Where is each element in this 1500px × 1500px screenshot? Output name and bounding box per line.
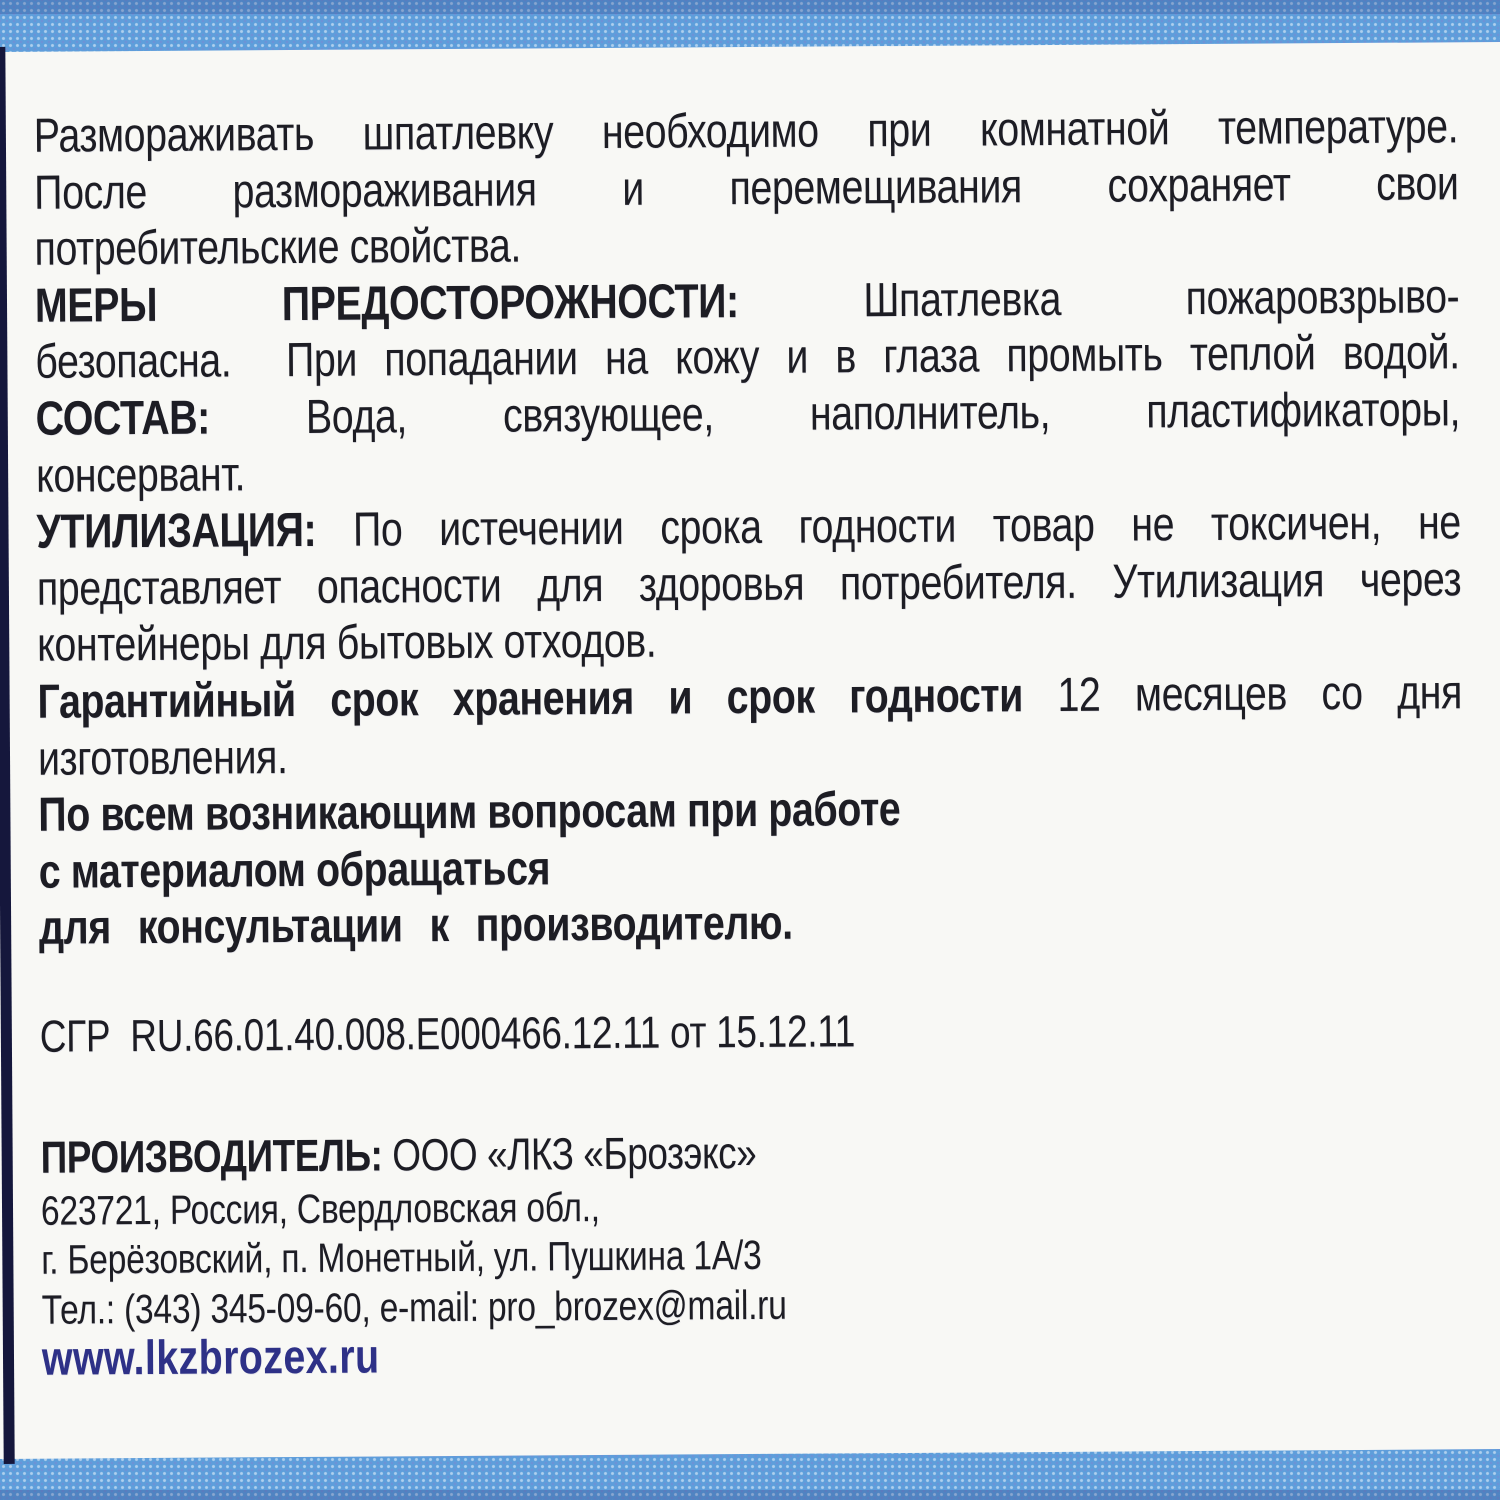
text-segment: представляет опасности для здоровья потребителя. Утилизация через [36, 553, 1462, 616]
disposal-heading: УТИЛИЗАЦИЯ: [36, 504, 317, 559]
certificate-number [40, 999, 1465, 1064]
composition-line-1 [36, 382, 1461, 448]
text-segment: 12 месяцев со дня [1057, 666, 1463, 722]
top-band-shadow [0, 0, 1500, 14]
warranty-line-1 [37, 665, 1462, 731]
precautions-heading: МЕРЫ ПРЕДОСТОРОЖНОСТИ: [34, 274, 739, 333]
disposal-line-3 [37, 609, 1462, 675]
composition-line-2 [36, 439, 1461, 505]
disposal-line-2 [37, 552, 1462, 618]
text-segment: консервант. [35, 447, 246, 503]
bottom-band-shadow [0, 1490, 1500, 1500]
manufacturer-heading: ПРОИЗВОДИТЕЛЬ: [40, 1129, 383, 1183]
text-segment: Шпатлевка пожаровзрыво- [863, 270, 1460, 328]
label-paper [0, 42, 1500, 1459]
text-segment: потребительские свойства. [34, 219, 522, 276]
text-segment: 623721, Россия, Свердловская обл., [40, 1183, 600, 1234]
text-segment: г. Берёзовский, п. Монетный, ул. Пушкина 1А/3 [41, 1232, 762, 1284]
manufacturer-website [42, 1326, 1467, 1385]
text-segment: безопасна. При попадании на кожу и в глаза промыть теплой водой. [35, 326, 1460, 390]
composition-heading: СОСТАВ: [35, 391, 211, 446]
storage-line-3 [34, 212, 1459, 278]
label-text-block [0, 42, 1500, 1385]
text-segment: СГР RU.66.01.40.008.Е000466.12.11 от 15.12.11 [39, 1005, 856, 1062]
website-text: www.lkzbrozex.ru [41, 1330, 380, 1387]
storage-line-1 [34, 99, 1459, 165]
text-segment: По истечении срока годности товар не токсичен, не [352, 496, 1461, 557]
contact-note-line-3 [39, 892, 1464, 958]
text-segment: Размораживать шпатлевку необходимо при комнатной температуре. [33, 100, 1459, 163]
contact-note-line-2 [39, 835, 1464, 901]
manufacturer-block [40, 1119, 1466, 1387]
warranty-heading: Гарантийный срок хранения и срок годности [37, 669, 1024, 729]
text-segment: Вода, связующее, наполнитель, пластификаторы, [305, 383, 1461, 444]
text-segment: с материалом обращаться [38, 842, 551, 899]
manufacturer-heading-line [40, 1119, 1465, 1186]
warranty-line-2 [38, 722, 1463, 788]
contact-note-line-1 [38, 778, 1463, 844]
text-segment: контейнеры для бытовых отходов. [37, 614, 657, 673]
precautions-line-2 [35, 326, 1460, 392]
text-segment: По всем возникающим вопросам при работе [38, 783, 901, 842]
storage-line-2 [34, 156, 1459, 222]
precautions-line-1 [35, 269, 1460, 335]
text-segment: После размораживания и перемещивания сохраняет свои [34, 156, 1459, 220]
manufacturer-name: ООО «ЛКЗ «Брозэкс» [392, 1126, 757, 1181]
text-segment: изготовления. [37, 730, 288, 786]
text-segment: для консультации к производителю. [38, 897, 793, 956]
text-segment: Тел.: (343) 345-09-60, e-mail: pro_brozex@mail.ru [41, 1281, 787, 1333]
disposal-line-1 [36, 495, 1461, 561]
